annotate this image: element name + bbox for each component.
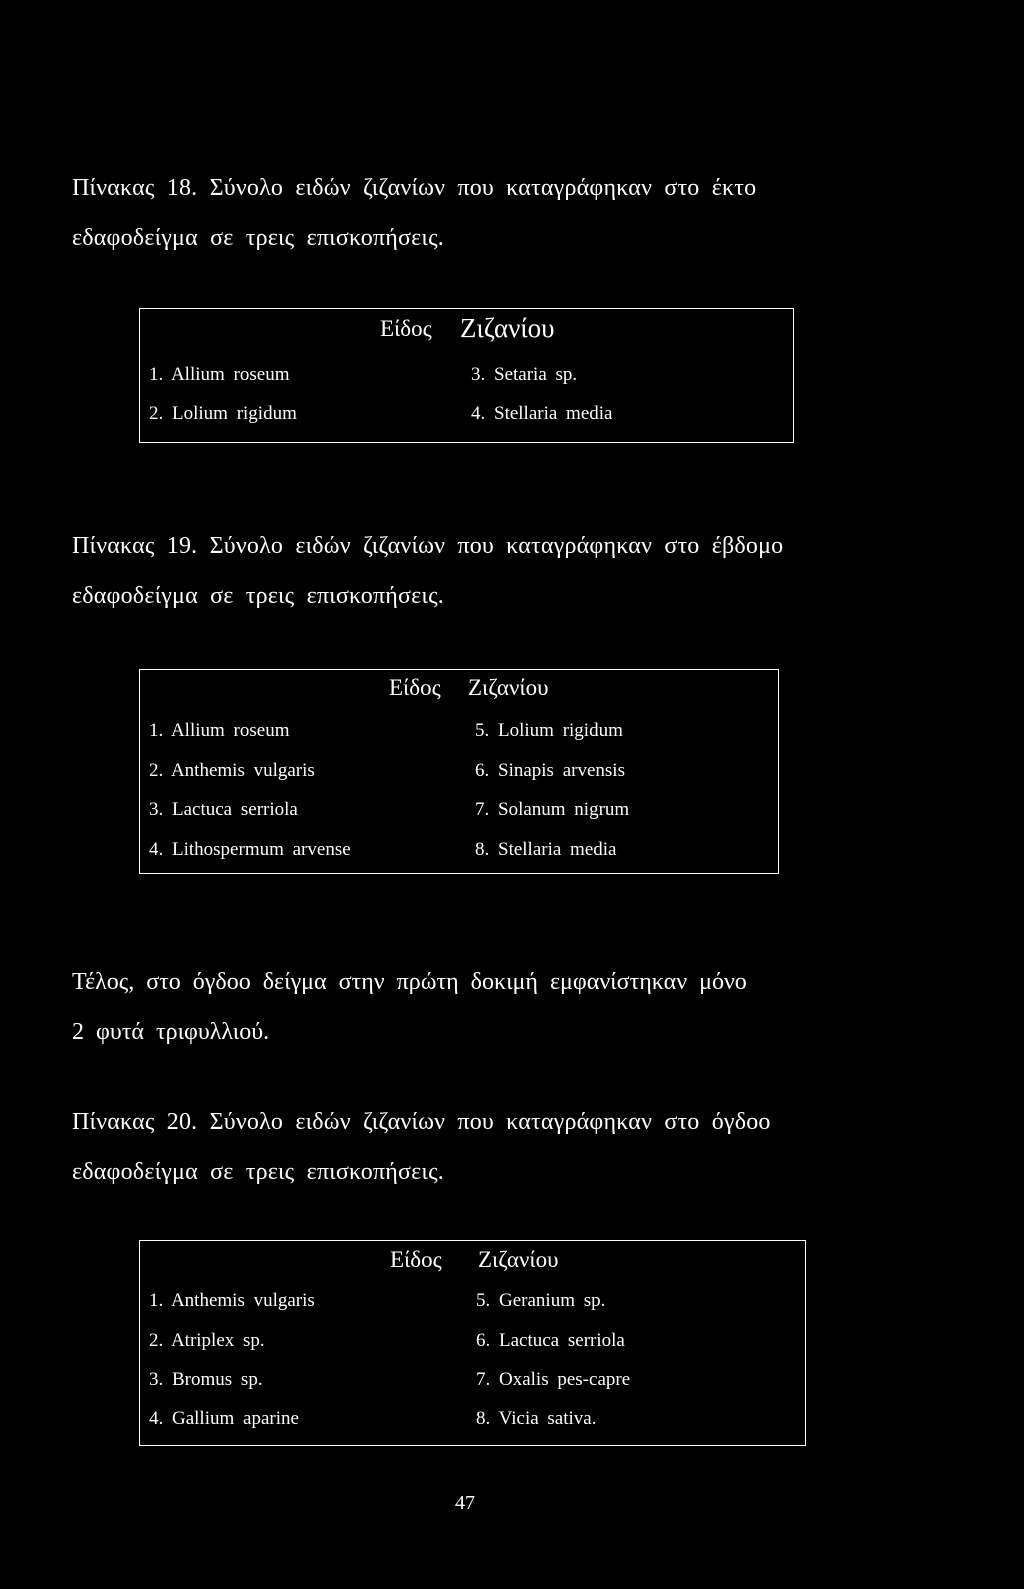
table-19-header-weed: Ζιζανίου bbox=[468, 675, 549, 700]
table-18-cell-1: 1. Allium roseum bbox=[149, 364, 290, 385]
table-19-cell-2: 2. Anthemis vulgaris bbox=[149, 760, 315, 781]
table-19-cell-5: 5. Lolium rigidum bbox=[475, 720, 623, 741]
table-19 bbox=[139, 669, 779, 874]
table-19-caption-line-1: Πίνακας 19. Σύνολο ειδών ζιζανίων που καταγράφηκαν στο έβδομο bbox=[72, 533, 784, 559]
table-20-cell-3: 3. Bromus sp. bbox=[149, 1369, 263, 1390]
table-18-cell-4: 4. Stellaria media bbox=[471, 403, 613, 424]
table-20-cell-2: 2. Atriplex sp. bbox=[149, 1330, 265, 1351]
paragraph-line-2: 2 φυτά τριφυλλιού. bbox=[72, 1019, 270, 1045]
table-19-cell-6: 6. Sinapis arvensis bbox=[475, 760, 625, 781]
table-20-cell-6: 6. Lactuca serriola bbox=[476, 1330, 625, 1351]
table-20-cell-4: 4. Gallium aparine bbox=[149, 1408, 299, 1429]
table-20-cell-8: 8. Vicia sativa. bbox=[476, 1408, 597, 1429]
table-19-cell-1: 1. Allium roseum bbox=[149, 720, 290, 741]
table-20-caption-line-2: εδαφοδείγμα σε τρεις επισκοπήσεις. bbox=[72, 1159, 444, 1185]
table-20 bbox=[139, 1240, 806, 1446]
table-19-cell-3: 3. Lactuca serriola bbox=[149, 799, 298, 820]
table-19-cell-8: 8. Stellaria media bbox=[475, 839, 617, 860]
table-20-cell-7: 7. Oxalis pes-capre bbox=[476, 1369, 631, 1390]
table-20-cell-5: 5. Geranium sp. bbox=[476, 1290, 606, 1311]
table-19-cell-7: 7. Solanum nigrum bbox=[475, 799, 630, 820]
table-20-header-weed: Ζιζανίου bbox=[478, 1247, 559, 1272]
page-number: 47 bbox=[455, 1492, 475, 1514]
table-19-cell-4: 4. Lithospermum arvense bbox=[149, 839, 351, 860]
table-18-header-weed: Ζιζανίου bbox=[460, 313, 555, 343]
table-19-header-species: Είδος bbox=[389, 675, 441, 700]
paragraph-line-1: Τέλος, στο όγδοο δείγμα στην πρώτη δοκιμή εμφανίστηκαν μόνο bbox=[72, 969, 747, 995]
table-18-header-species: Είδος bbox=[380, 316, 432, 341]
table-18-cell-2: 2. Lolium rigidum bbox=[149, 403, 297, 424]
table-20-caption-line-1: Πίνακας 20. Σύνολο ειδών ζιζανίων που καταγράφηκαν στο όγδοο bbox=[72, 1109, 771, 1135]
table-20-header-species: Είδος bbox=[390, 1247, 442, 1272]
table-18-caption-line-2: εδαφοδείγμα σε τρεις επισκοπήσεις. bbox=[72, 225, 444, 251]
table-18-caption-line-1: Πίνακας 18. Σύνολο ειδών ζιζανίων που καταγράφηκαν στο έκτο bbox=[72, 175, 757, 201]
table-18-cell-3: 3. Setaria sp. bbox=[471, 364, 578, 385]
table-20-cell-1: 1. Anthemis vulgaris bbox=[149, 1290, 315, 1311]
table-18 bbox=[139, 308, 794, 443]
table-19-caption-line-2: εδαφοδείγμα σε τρεις επισκοπήσεις. bbox=[72, 583, 444, 609]
